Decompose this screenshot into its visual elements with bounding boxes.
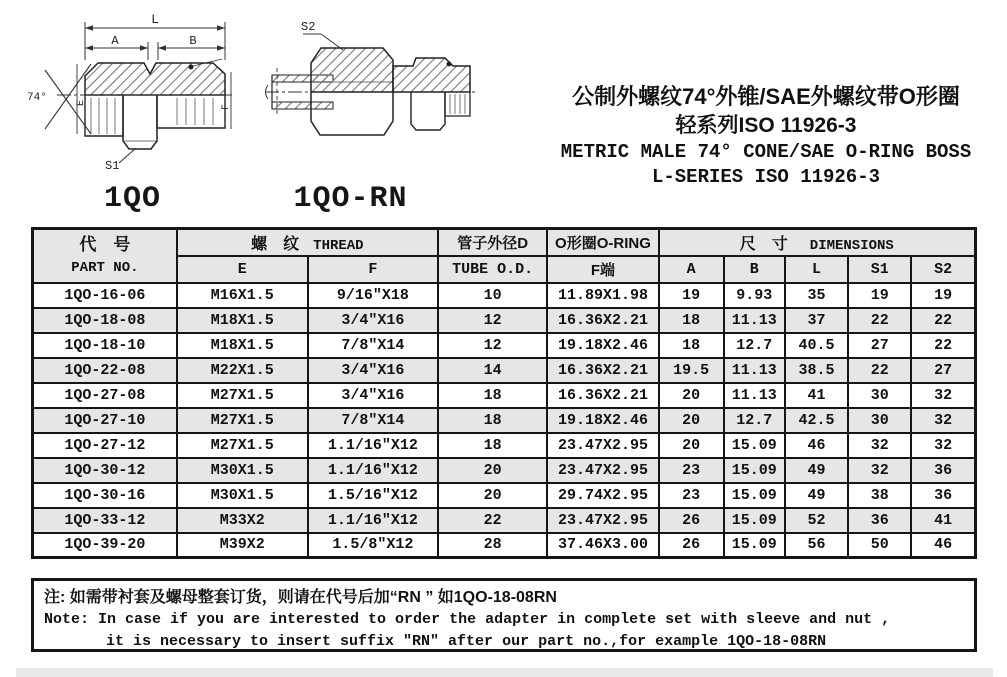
table-cell: 1QO-27-10 (33, 408, 177, 433)
table-cell: 46 (785, 433, 848, 458)
table-cell: 19 (911, 283, 975, 308)
table-cell: 32 (911, 433, 975, 458)
title-line-zh1: 公制外螺纹74°外锥/SAE外螺纹带O形圈 (572, 84, 960, 109)
table-cell: 38.5 (785, 358, 848, 383)
table-cell: 11.89X1.98 (547, 283, 658, 308)
table-cell: M39X2 (177, 533, 308, 558)
table-row (33, 483, 976, 508)
table-cell: M27X1.5 (177, 383, 308, 408)
header-oring: O形圈O-RING (547, 229, 658, 256)
table-cell: 1.5/8″X12 (308, 533, 438, 558)
table-cell: 19 (659, 283, 724, 308)
table-cell: M27X1.5 (177, 433, 308, 458)
table-cell: M30X1.5 (177, 458, 308, 483)
table-cell: 19.18X2.46 (547, 333, 658, 358)
table-cell: 1.1/16″X12 (308, 433, 438, 458)
table-cell: 10 (438, 283, 547, 308)
table-cell: 7/8″X14 (308, 333, 438, 358)
header-col-a: A (659, 256, 724, 283)
table-cell: 3/4″X16 (308, 308, 438, 333)
table-cell: 9.93 (724, 283, 785, 308)
table-cell: 15.09 (724, 483, 785, 508)
table-cell: 16.36X2.21 (547, 358, 658, 383)
header-col-s1: S1 (848, 256, 911, 283)
table-cell: 1.5/16″X12 (308, 483, 438, 508)
table-cell: 19.5 (659, 358, 724, 383)
table-cell: 14 (438, 358, 547, 383)
page-bottom-band (16, 668, 993, 677)
title-line-zh2: 轻系列ISO 11926-3 (675, 114, 857, 137)
dim-label-b: B (189, 34, 197, 48)
table-cell: 16.36X2.21 (547, 383, 658, 408)
table-cell: 12.7 (724, 333, 785, 358)
table-cell: 12 (438, 333, 547, 358)
table-body (33, 283, 976, 558)
header-dimensions: 尺 寸 DIMENSIONS (659, 229, 976, 256)
table-row (33, 433, 976, 458)
table-cell: 12.7 (724, 408, 785, 433)
table-cell: 15.09 (724, 508, 785, 533)
table-cell: 26 (659, 533, 724, 558)
hex-label-s1: S1 (105, 159, 120, 173)
title-block (535, 82, 997, 190)
table-cell: 22 (911, 333, 975, 358)
angle-label: 74° (27, 92, 47, 104)
table-cell: M18X1.5 (177, 308, 308, 333)
note-line-en2: it is necessary to insert suffix ″RN″ after our part no.,for example 1QO-18-08RN (106, 633, 827, 650)
drawing-caption-1qo: 1QO (103, 182, 161, 216)
table-cell: 15.09 (724, 433, 785, 458)
note-line-en1: Note: In case if you are interested to order the adapter in complete set with sleeve and nut , (44, 611, 891, 628)
title-line-en1: METRIC MALE 74° CONE/SAE O-RING BOSS (560, 141, 972, 163)
table-cell: 22 (438, 508, 547, 533)
table-cell: 11.13 (724, 358, 785, 383)
header-part-no-en: PART NO. (71, 259, 139, 276)
table-cell: 36 (911, 458, 975, 483)
table-cell: 1.1/16″X12 (308, 508, 438, 533)
table-cell: 1QO-22-08 (33, 358, 177, 383)
table-cell: M22X1.5 (177, 358, 308, 383)
table-cell: 22 (848, 308, 911, 333)
table-cell: 46 (911, 533, 975, 558)
table-cell: 32 (848, 458, 911, 483)
table-cell: 18 (438, 383, 547, 408)
table-cell: 37 (785, 308, 848, 333)
table-cell: 1QO-27-12 (33, 433, 177, 458)
table-cell: 12 (438, 308, 547, 333)
header-tube-od-en: TUBE O.D. (438, 256, 547, 283)
table-cell: 19.18X2.46 (547, 408, 658, 433)
table-cell: 1QO-27-08 (33, 383, 177, 408)
table-cell: 27 (911, 358, 975, 383)
header-col-b: B (724, 256, 785, 283)
table-cell: 1QO-30-12 (33, 458, 177, 483)
table-cell: 30 (848, 383, 911, 408)
table-row (33, 283, 976, 308)
table-row (33, 383, 976, 408)
table-row (33, 333, 976, 358)
hex-label-s2: S2 (301, 20, 316, 34)
table-cell: 1QO-39-20 (33, 533, 177, 558)
thread-label-f: F (221, 103, 232, 111)
table-cell: 23.47X2.95 (547, 458, 658, 483)
table-cell: 16.36X2.21 (547, 308, 658, 333)
table-cell: 3/4″X16 (308, 383, 438, 408)
table-cell: 20 (659, 383, 724, 408)
table-cell: 18 (438, 408, 547, 433)
fitting-drawing-1qo (25, 8, 240, 180)
table-cell: 23 (659, 483, 724, 508)
note-line-zh: 注: 如需带衬套及螺母整套订货，则请在代号后加“RN ” 如1QO-18-08RN (44, 589, 557, 606)
table-cell: 22 (911, 308, 975, 333)
table-cell: 23.47X2.95 (547, 433, 658, 458)
table-cell: 26 (659, 508, 724, 533)
table-cell: 15.09 (724, 458, 785, 483)
table-row (33, 508, 976, 533)
table-cell: 49 (785, 458, 848, 483)
spec-table (31, 227, 977, 559)
table-cell: 42.5 (785, 408, 848, 433)
table-cell: 20 (438, 483, 547, 508)
table-cell: 36 (848, 508, 911, 533)
table-cell: 9/16″X18 (308, 283, 438, 308)
table-cell: 27 (848, 333, 911, 358)
table-cell: M33X2 (177, 508, 308, 533)
table-cell: 30 (848, 408, 911, 433)
table-cell: 15.09 (724, 533, 785, 558)
header-part-no-zh: 代 号 (79, 234, 131, 254)
title-line-en2: L-SERIES ISO 11926-3 (651, 166, 881, 188)
table-cell: 38 (848, 483, 911, 508)
table-cell: 22 (848, 358, 911, 383)
table-cell: 11.13 (724, 383, 785, 408)
table-cell: 1QO-16-06 (33, 283, 177, 308)
table-cell: 50 (848, 533, 911, 558)
table-cell: 56 (785, 533, 848, 558)
table-cell: 28 (438, 533, 547, 558)
table-cell: 1QO-33-12 (33, 508, 177, 533)
drawing-caption-1qo-rn: 1QO-RN (293, 182, 408, 216)
table-cell: 1QO-30-16 (33, 483, 177, 508)
header-col-e: E (177, 256, 308, 283)
table-row (33, 533, 976, 558)
table-cell: 23.47X2.95 (547, 508, 658, 533)
table-row (33, 358, 976, 383)
table-cell: M16X1.5 (177, 283, 308, 308)
table-cell: 1QO-18-08 (33, 308, 177, 333)
table-cell: 20 (659, 408, 724, 433)
table-cell: 41 (785, 383, 848, 408)
table-cell: 3/4″X16 (308, 358, 438, 383)
table-cell: 1QO-18-10 (33, 333, 177, 358)
header-thread: 螺 纹 THREAD (177, 229, 438, 256)
table-cell: 32 (911, 408, 975, 433)
dim-label-l: L (151, 12, 159, 27)
table-cell: 1.1/16″X12 (308, 458, 438, 483)
table-cell: 32 (911, 383, 975, 408)
table-cell: 11.13 (724, 308, 785, 333)
table-cell: 20 (659, 433, 724, 458)
table-cell: 18 (659, 333, 724, 358)
table-cell: 52 (785, 508, 848, 533)
table-cell: 35 (785, 283, 848, 308)
table-cell: 18 (659, 308, 724, 333)
header-col-s2: S2 (911, 256, 975, 283)
header-col-f: F (308, 256, 438, 283)
table-cell: 37.46X3.00 (547, 533, 658, 558)
table-cell: 20 (438, 458, 547, 483)
table-row (33, 308, 976, 333)
header-tube-od-zh: 管子外径D (438, 229, 547, 256)
note-box (31, 578, 977, 652)
table-cell: 40.5 (785, 333, 848, 358)
table-cell: 7/8″X14 (308, 408, 438, 433)
table-cell: 36 (911, 483, 975, 508)
header-oring-f-end: F端 (547, 256, 658, 283)
table-cell: 49 (785, 483, 848, 508)
dim-label-a: A (111, 34, 119, 48)
header-col-l: L (785, 256, 848, 283)
table-cell: 23 (659, 458, 724, 483)
table-cell: 29.74X2.95 (547, 483, 658, 508)
table-cell: M18X1.5 (177, 333, 308, 358)
table-cell: M30X1.5 (177, 483, 308, 508)
header-part-no (33, 229, 177, 283)
table-cell: 19 (848, 283, 911, 308)
table-cell: 41 (911, 508, 975, 533)
thread-label-e: E (76, 99, 87, 107)
table-cell: 18 (438, 433, 547, 458)
table-cell: 32 (848, 433, 911, 458)
table-cell: M27X1.5 (177, 408, 308, 433)
fitting-drawing-1qo-rn (263, 8, 478, 180)
table-row (33, 458, 976, 483)
table-row (33, 408, 976, 433)
